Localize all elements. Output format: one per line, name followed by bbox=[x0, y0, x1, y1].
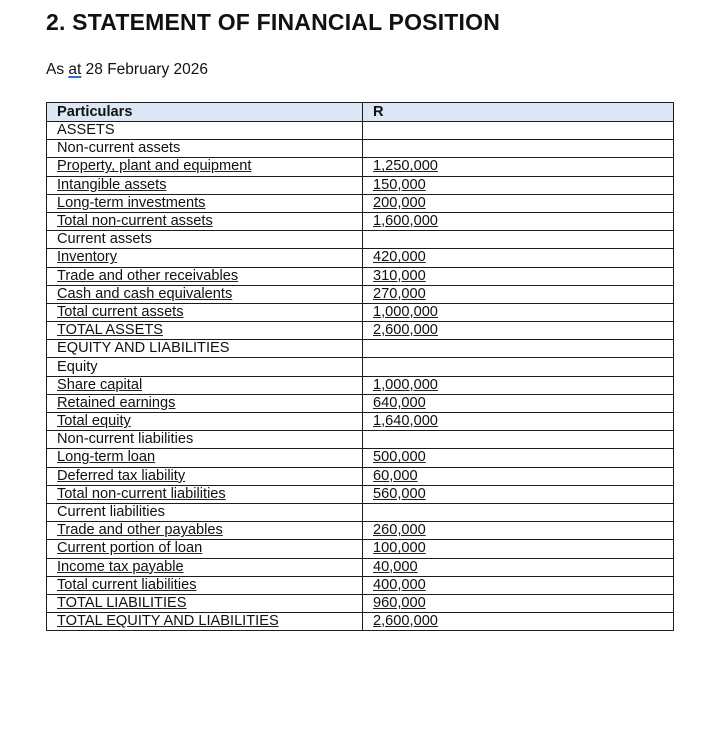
row-label-cell bbox=[47, 558, 363, 576]
row-amount: 310,000 bbox=[373, 267, 426, 284]
row-label-cell bbox=[47, 413, 363, 431]
row-amount: 2,600,000 bbox=[373, 322, 438, 339]
row-amount: 100,000 bbox=[373, 540, 426, 557]
table-row bbox=[47, 358, 674, 376]
row-amount-cell bbox=[363, 140, 674, 158]
table-row bbox=[47, 394, 674, 412]
row-amount: 420,000 bbox=[373, 249, 426, 266]
row-amount-cell bbox=[363, 449, 674, 467]
row-label-cell bbox=[47, 194, 363, 212]
row-amount-cell bbox=[363, 558, 674, 576]
row-amount-cell bbox=[363, 267, 674, 285]
row-label-cell bbox=[47, 576, 363, 594]
row-label-cell bbox=[47, 340, 363, 358]
row-amount-cell bbox=[363, 212, 674, 230]
table-row bbox=[47, 503, 674, 521]
row-amount-cell bbox=[363, 285, 674, 303]
table-body bbox=[47, 122, 674, 631]
table-row bbox=[47, 212, 674, 230]
row-label-cell bbox=[47, 285, 363, 303]
row-label: TOTAL ASSETS bbox=[57, 322, 163, 339]
statement-date bbox=[46, 61, 208, 79]
row-label-cell bbox=[47, 322, 363, 340]
row-label: Total current liabilities bbox=[57, 576, 197, 593]
row-label: Non-current liabilities bbox=[57, 431, 194, 448]
row-amount-cell bbox=[363, 194, 674, 212]
row-label-cell bbox=[47, 158, 363, 176]
table-row bbox=[47, 413, 674, 431]
row-label-cell bbox=[47, 485, 363, 503]
row-label-cell bbox=[47, 231, 363, 249]
row-label-cell bbox=[47, 522, 363, 540]
row-amount: 40,000 bbox=[373, 558, 418, 575]
row-label: EQUITY AND LIABILITIES bbox=[57, 340, 230, 357]
column-header-amount: R bbox=[363, 103, 674, 122]
date-prefix: As bbox=[46, 61, 69, 78]
row-label-cell bbox=[47, 249, 363, 267]
row-label: Total current assets bbox=[57, 303, 184, 320]
row-label: Share capital bbox=[57, 376, 143, 393]
row-label: TOTAL LIABILITIES bbox=[57, 594, 187, 611]
row-amount: 400,000 bbox=[373, 576, 426, 593]
table-row bbox=[47, 122, 674, 140]
table-row bbox=[47, 303, 674, 321]
row-amount-cell bbox=[363, 303, 674, 321]
row-label-cell bbox=[47, 467, 363, 485]
row-amount-cell bbox=[363, 322, 674, 340]
row-label: Trade and other receivables bbox=[57, 267, 239, 284]
document-title: 2. STATEMENT OF FINANCIAL POSITION bbox=[46, 9, 501, 35]
row-label-cell bbox=[47, 122, 363, 140]
row-amount-cell bbox=[363, 613, 674, 631]
table-row bbox=[47, 158, 674, 176]
row-label-cell bbox=[47, 376, 363, 394]
table-row bbox=[47, 558, 674, 576]
row-label-cell bbox=[47, 503, 363, 521]
date-suffix: 28 February 2026 bbox=[81, 61, 209, 78]
row-amount-cell bbox=[363, 522, 674, 540]
row-label: TOTAL EQUITY AND LIABILITIES bbox=[57, 613, 279, 630]
row-amount-cell bbox=[363, 540, 674, 558]
row-label-cell bbox=[47, 140, 363, 158]
table-row bbox=[47, 485, 674, 503]
table-row bbox=[47, 576, 674, 594]
row-label: Long-term investments bbox=[57, 194, 206, 211]
row-amount: 150,000 bbox=[373, 176, 426, 193]
table-row bbox=[47, 194, 674, 212]
row-label-cell bbox=[47, 594, 363, 612]
row-label: Cash and cash equivalents bbox=[57, 285, 233, 302]
column-header-particulars: Particulars bbox=[47, 103, 363, 122]
table-row bbox=[47, 340, 674, 358]
row-amount: 200,000 bbox=[373, 194, 426, 211]
row-label-cell bbox=[47, 267, 363, 285]
row-label: Inventory bbox=[57, 249, 118, 266]
row-amount-cell bbox=[363, 576, 674, 594]
row-label: Trade and other payables bbox=[57, 522, 223, 539]
row-label: ASSETS bbox=[57, 122, 115, 139]
row-label: Non-current assets bbox=[57, 140, 181, 157]
table-row bbox=[47, 322, 674, 340]
table-row bbox=[47, 467, 674, 485]
row-amount: 560,000 bbox=[373, 485, 426, 502]
row-label-cell bbox=[47, 394, 363, 412]
row-label: Retained earnings bbox=[57, 394, 176, 411]
row-amount: 960,000 bbox=[373, 594, 426, 611]
table-row bbox=[47, 140, 674, 158]
row-label-cell bbox=[47, 358, 363, 376]
row-amount: 500,000 bbox=[373, 449, 426, 466]
table-row bbox=[47, 431, 674, 449]
row-label-cell bbox=[47, 540, 363, 558]
row-amount-cell bbox=[363, 485, 674, 503]
row-amount-cell bbox=[363, 122, 674, 140]
row-amount: 640,000 bbox=[373, 394, 426, 411]
row-amount-cell bbox=[363, 594, 674, 612]
row-amount: 1,600,000 bbox=[373, 213, 438, 230]
row-label: Current assets bbox=[57, 231, 152, 248]
row-label: Deferred tax liability bbox=[57, 467, 186, 484]
row-label-cell bbox=[47, 449, 363, 467]
row-amount-cell bbox=[363, 176, 674, 194]
row-label: Property, plant and equipment bbox=[57, 158, 252, 175]
row-amount: 1,250,000 bbox=[373, 158, 438, 175]
row-amount-cell bbox=[363, 358, 674, 376]
table-row bbox=[47, 285, 674, 303]
row-label: Total non-current assets bbox=[57, 213, 213, 230]
table-row bbox=[47, 376, 674, 394]
date-underlined-word: at bbox=[68, 61, 82, 78]
row-amount-cell bbox=[363, 340, 674, 358]
row-label-cell bbox=[47, 176, 363, 194]
row-label: Long-term loan bbox=[57, 449, 156, 466]
row-label: Equity bbox=[57, 358, 98, 375]
row-label: Total equity bbox=[57, 413, 131, 430]
table-row bbox=[47, 522, 674, 540]
row-amount-cell bbox=[363, 394, 674, 412]
table-row bbox=[47, 540, 674, 558]
table-row bbox=[47, 176, 674, 194]
row-label: Income tax payable bbox=[57, 558, 184, 575]
row-label-cell bbox=[47, 431, 363, 449]
row-label-cell bbox=[47, 212, 363, 230]
row-label: Total non-current liabilities bbox=[57, 485, 226, 502]
row-label: Intangible assets bbox=[57, 176, 167, 193]
row-amount: 2,600,000 bbox=[373, 613, 438, 630]
row-label: Current portion of loan bbox=[57, 540, 203, 557]
row-amount: 1,000,000 bbox=[373, 376, 438, 393]
table-row bbox=[47, 249, 674, 267]
table-row bbox=[47, 267, 674, 285]
table-row bbox=[47, 449, 674, 467]
row-amount: 270,000 bbox=[373, 285, 426, 302]
row-amount-cell bbox=[363, 503, 674, 521]
row-amount-cell bbox=[363, 467, 674, 485]
row-amount-cell bbox=[363, 231, 674, 249]
row-amount-cell bbox=[363, 376, 674, 394]
row-label-cell bbox=[47, 613, 363, 631]
row-amount-cell bbox=[363, 158, 674, 176]
row-amount: 260,000 bbox=[373, 522, 426, 539]
row-amount: 60,000 bbox=[373, 467, 418, 484]
table-row bbox=[47, 594, 674, 612]
row-amount: 1,640,000 bbox=[373, 413, 438, 430]
table-row bbox=[47, 231, 674, 249]
table-row bbox=[47, 613, 674, 631]
row-amount-cell bbox=[363, 413, 674, 431]
row-amount-cell bbox=[363, 431, 674, 449]
financial-position-table bbox=[46, 102, 674, 631]
row-label: Current liabilities bbox=[57, 504, 165, 521]
table-header-row bbox=[47, 103, 674, 122]
row-label-cell bbox=[47, 303, 363, 321]
row-amount: 1,000,000 bbox=[373, 303, 438, 320]
row-amount-cell bbox=[363, 249, 674, 267]
